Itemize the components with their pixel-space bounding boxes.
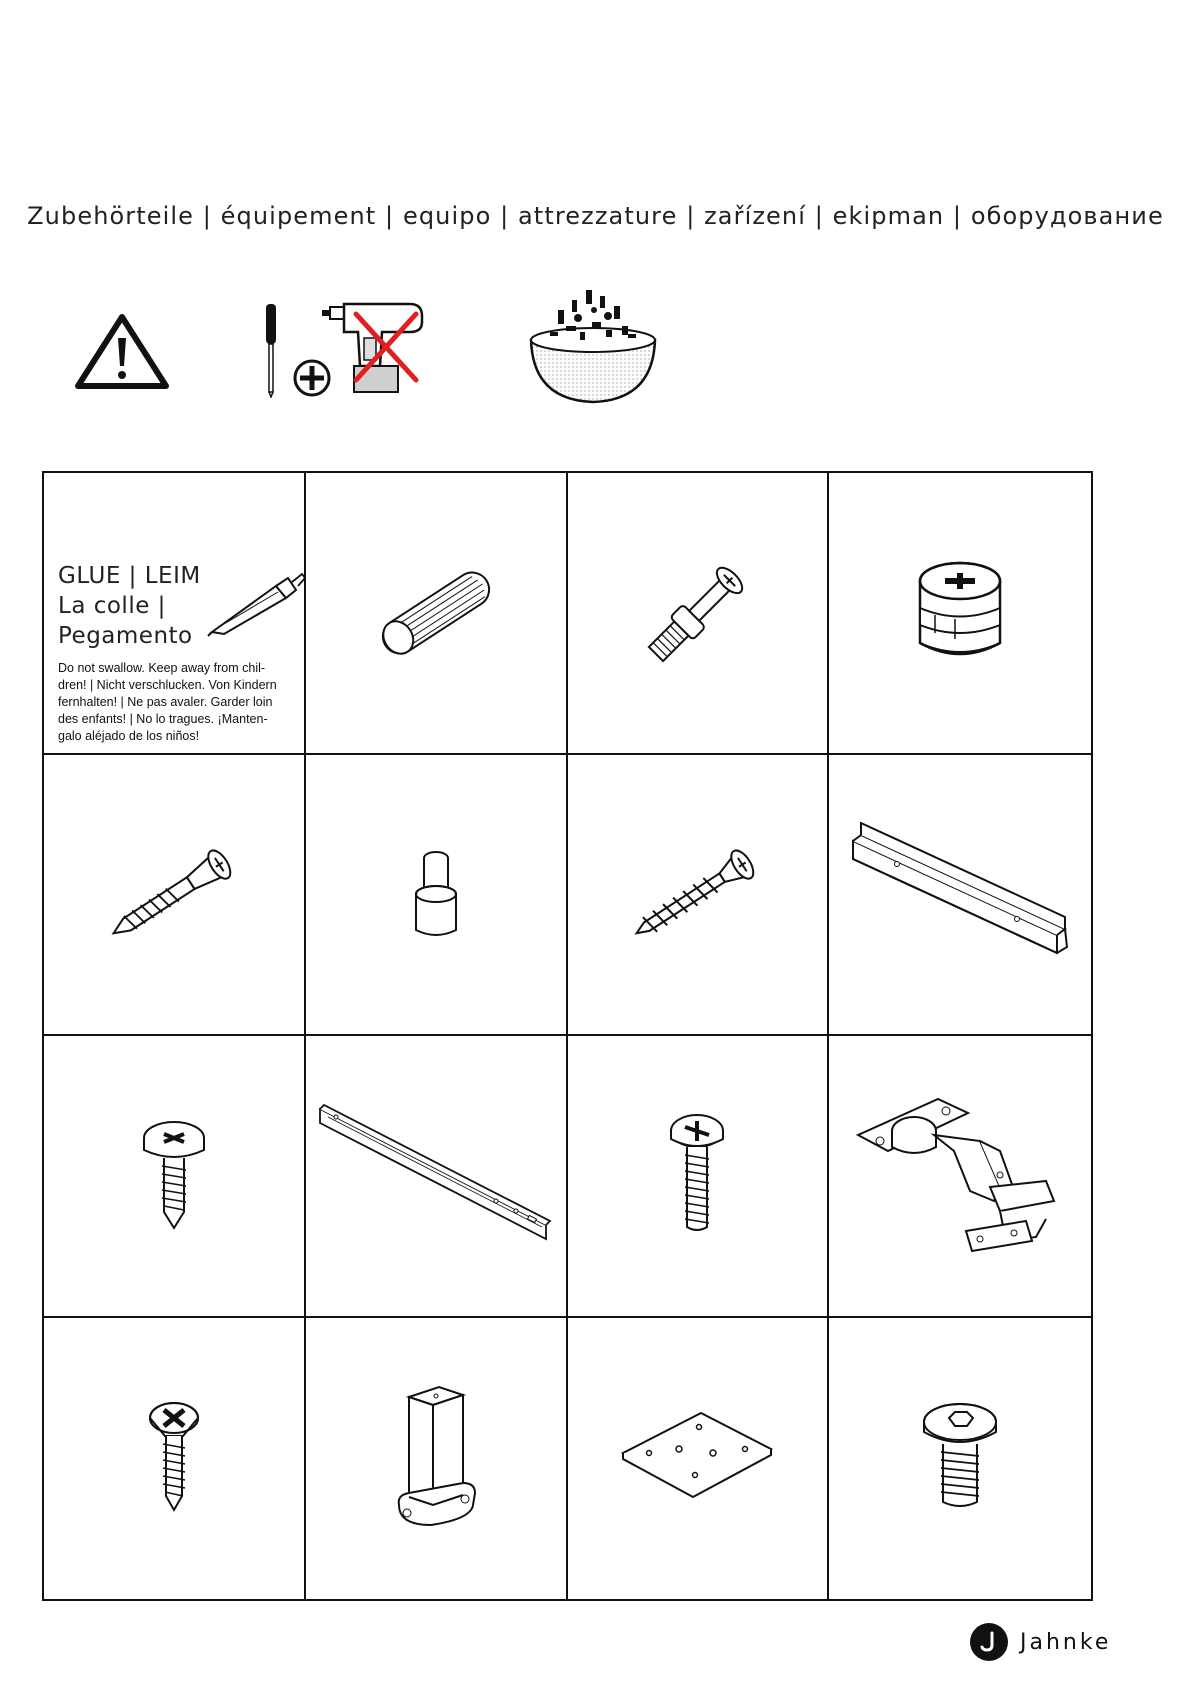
warning-icon [74,312,170,390]
part-cell [306,1036,568,1318]
cam-bolt-icon [627,553,767,673]
part-cell [829,473,1091,755]
part-cell [829,755,1091,1037]
hex-socket-bolt-icon [915,1398,1005,1518]
wooden-dowel-icon [361,558,511,668]
metal-channel-icon [845,819,1075,969]
bowl-of-parts-icon [528,282,658,404]
brand-name: Jahnke [1020,1629,1112,1655]
part-cell [306,473,568,755]
brand-logo-mark [970,1623,1008,1661]
no-power-drill-icon [320,298,430,398]
part-cell [306,755,568,1037]
glue-title: GLUE | LEIM La colle | Pegamento [58,563,201,649]
part-cell [44,1036,306,1318]
part-cell [829,1318,1091,1600]
glue-cell [44,473,306,755]
square-leg-icon [391,1383,481,1533]
countersunk-screw-icon [139,1398,209,1518]
part-cell [568,473,830,755]
page-title: Zubehörteile | équipement | equipo | attrezzature | zařízení | ekipman | оборудование [27,202,1164,230]
part-cell [306,1318,568,1600]
mounting-plate-icon [617,1403,777,1513]
chipboard-screw-icon [617,834,777,954]
parts-grid [42,471,1093,1601]
cam-lock-icon [905,553,1015,673]
pan-head-screw-icon [134,1116,214,1236]
round-head-screw-icon [657,1111,737,1241]
part-cell [44,1318,306,1600]
concealed-hinge-icon [850,1091,1070,1261]
part-cell [568,1318,830,1600]
part-cell [829,1036,1091,1318]
brand-logo [970,1622,1130,1662]
glue-tube-icon [206,568,306,638]
drawer-rail-icon [316,1101,556,1251]
wood-screw-long-icon [94,834,254,954]
part-cell [44,755,306,1037]
shelf-pin-icon [401,844,471,944]
glue-warning: Do not swallow. Keep away from chil- dren! | Nicht verschlucken. Von Kindern fernhalten! | Ne pas avaler. Garder loin des enfants! | No lo tragues. ¡Manten- galo aléjado de los niños! [58,661,277,743]
part-cell [568,1036,830,1318]
part-cell [568,755,830,1037]
